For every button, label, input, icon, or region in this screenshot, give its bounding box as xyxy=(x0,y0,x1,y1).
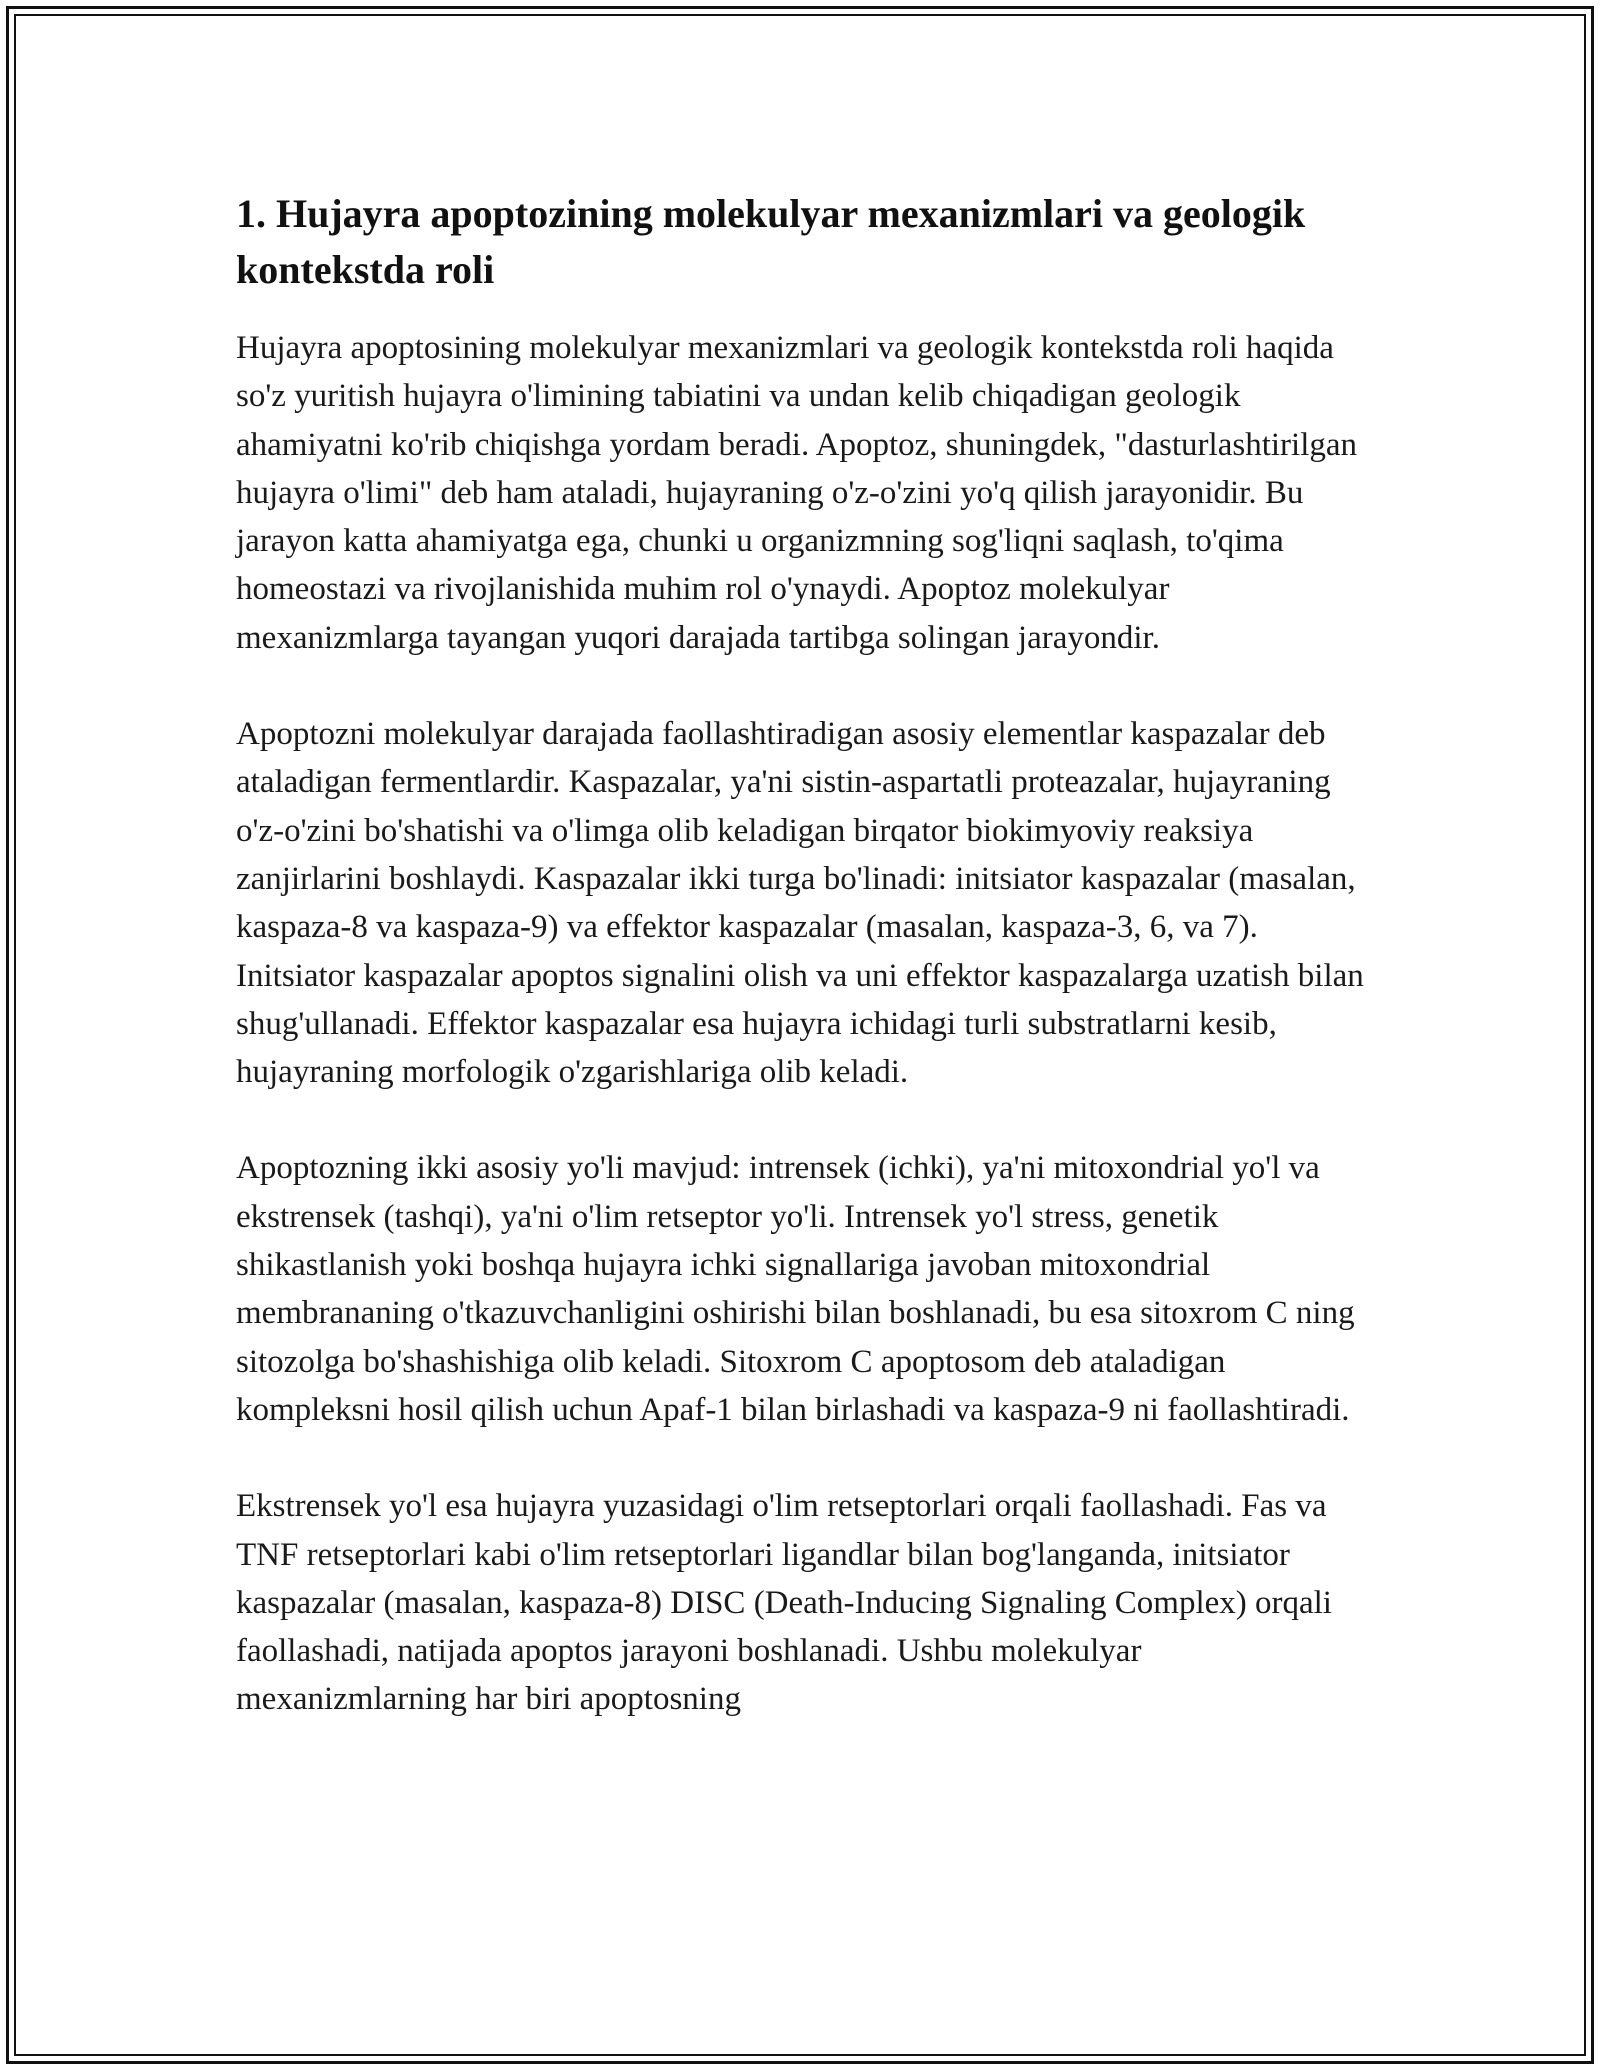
paragraph-extrinsic-pathway: Ekstrensek yo'l esa hujayra yuzasidagi o'lim retseptorlari orqali faollashadi. Fas va TNF retseptorlari kabi o'lim retseptorlari ligandlar bilan bog'langanda, initsiator kaspazalar (masalan, kaspaza-8) DISC (Death-Inducing Signaling Complex) orqali faollashadi, natijada apoptos jarayoni boshlanadi. Ushbu molekulyar mexanizmlarning har biri apoptosning xyxy=(236,1488,1332,1718)
paragraph-intro: Hujayra apoptosining molekulyar mexanizmlari va geologik kontekstda roli haqida so'z yuritish hujayra o'limining tabiatini va undan kelib chiqadigan geologik ahamiyatni ko'rib chiqishga yordam beradi. Apoptoz, shuningdek, "dasturlashtirilgan hujayra o'limi" deb ham ataladi, hujayraning o'z-o'zini yo'q qilish jarayonidir. Bu jarayon katta ahamiyatga ega, chunki u organizmning sog'liqni saqlash, to'qima homeostazi va rivojlanishida muhim rol o'ynaydi. Apoptoz molekulyar mexanizmlarga tayangan yuqori darajada tartibga solingan jarayondir. xyxy=(236,330,1358,656)
paragraph-caspases: Apoptozni molekulyar darajada faollashtiradigan asosiy elementlar kaspazalar deb ataladigan fermentlardir. Kaspazalar, ya'ni sistin-aspartatli proteazalar, hujayraning o'z-o'zini bo'shatishi va o'limga olib keladigan birqator biokimyoviy reaksiya zanjirlarini boshlaydi. Kaspazalar ikki turga bo'linadi: initsiator kaspazalar (masalan, kaspaza-8 va kaspaza-9) va effektor kaspazalar (masalan, kaspaza-3, 6, va 7). Initsiator kaspazalar apoptos signalini olish va uni effektor kaspazalarga uzatish bilan shug'ullanadi. Effektor kaspazalar esa hujayra ichidagi turli substratlarni kesib, hujayraning morfologik o'zgarishlariga olib keladi. xyxy=(236,716,1364,1091)
paragraph-intrinsic-pathway: Apoptozning ikki asosiy yo'li mavjud: intrensek (ichki), ya'ni mitoxondrial yo'l va ekstrensek (tashqi), ya'ni o'lim retseptor yo'li. Intrensek yo'l stress, genetik shikastlanish yoki boshqa hujayra ichki signallariga javoban mitoxondrial membrananing o'tkazuvchanligini oshirishi bilan boshlanadi, bu esa sitoxrom C ning sitozolga bo'shashishiga olib keladi. Sitoxrom C apoptosom deb ataladigan kompleksni hosil qilish uchun Apaf-1 bilan birlashadi va kaspaza-9 ni faollashtiradi. xyxy=(236,1150,1355,1428)
document-body xyxy=(236,186,1376,1724)
page-title: 1. Hujayra apoptozining molekulyar mexanizmlari va geologik kontekstda roli xyxy=(236,191,1306,292)
